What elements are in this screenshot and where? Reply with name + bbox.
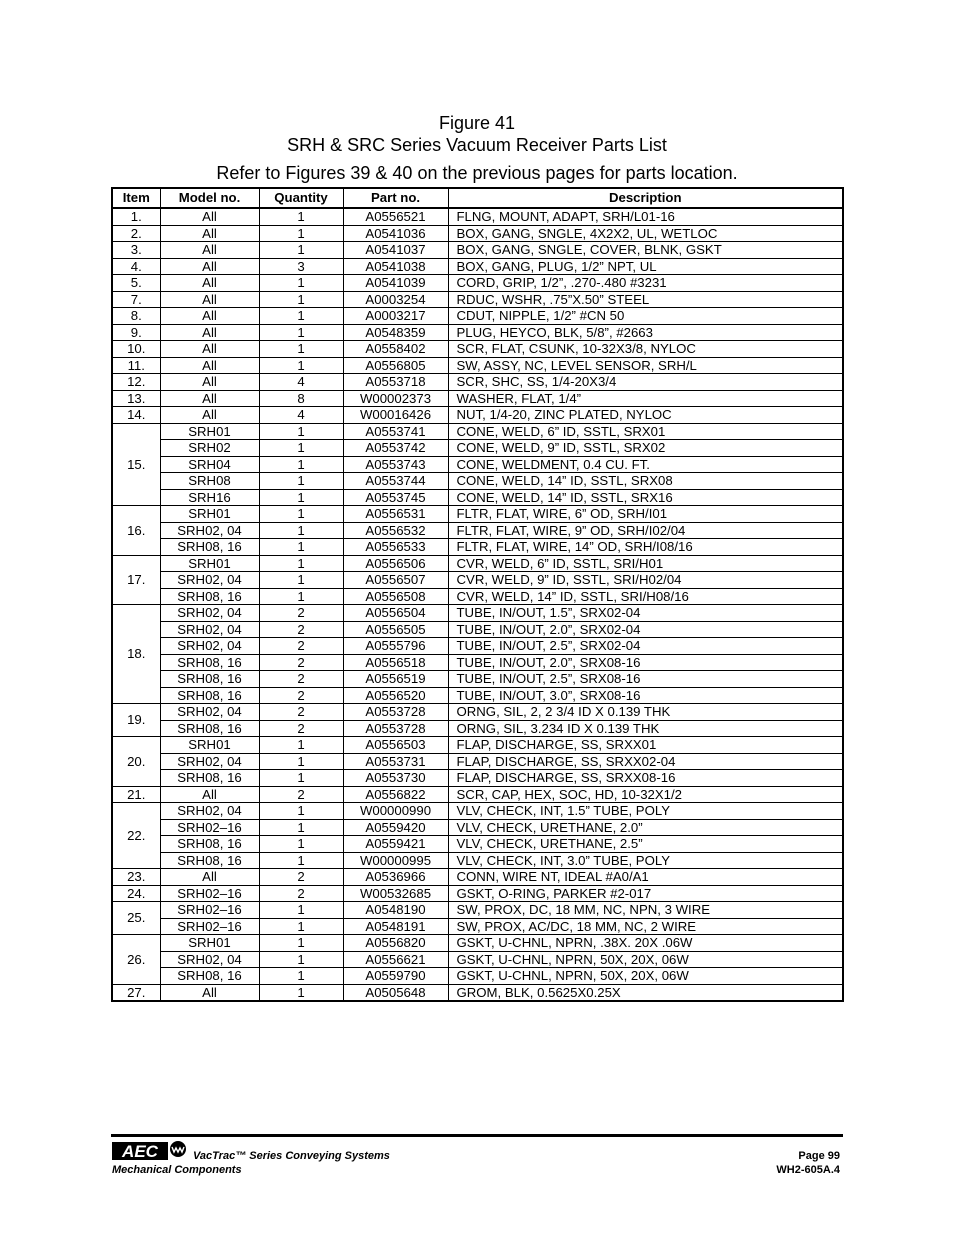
cell-quantity: 1 <box>259 506 343 523</box>
cell-model: All <box>160 390 259 407</box>
cell-quantity: 1 <box>259 836 343 853</box>
cell-description: TUBE, IN/OUT, 3.0”, SRX08-16 <box>448 687 843 704</box>
cell-quantity: 2 <box>259 654 343 671</box>
cell-description: BOX, GANG, SNGLE, COVER, BLNK, GSKT <box>448 242 843 259</box>
cell-quantity: 1 <box>259 737 343 754</box>
cell-quantity: 2 <box>259 704 343 721</box>
cell-quantity: 1 <box>259 803 343 820</box>
cell-quantity: 1 <box>259 935 343 952</box>
cell-description: FLTR, FLAT, WIRE, 14” OD, SRH/I08/16 <box>448 539 843 556</box>
cell-model: All <box>160 291 259 308</box>
cell-quantity: 1 <box>259 902 343 919</box>
parts-table <box>111 187 844 1002</box>
cell-item: 4. <box>112 258 160 275</box>
cell-quantity: 2 <box>259 621 343 638</box>
cell-description: GSKT, U-CHNL, NPRN, 50X, 20X, 06W <box>448 968 843 985</box>
cell-description: TUBE, IN/OUT, 2.0”, SRX08-16 <box>448 654 843 671</box>
cell-model: All <box>160 324 259 341</box>
cell-quantity: 1 <box>259 291 343 308</box>
cell-description: SW, PROX, DC, 18 MM, NC, NPN, 3 WIRE <box>448 902 843 919</box>
cell-quantity: 1 <box>259 852 343 869</box>
page-subtitle: Refer to Figures 39 & 40 on the previous pages for parts location. <box>216 163 738 183</box>
col-header-description: Description <box>448 188 843 208</box>
cell-part-number: A0553731 <box>343 753 448 770</box>
cell-description: GSKT, U-CHNL, NPRN, 50X, 20X, 06W <box>448 951 843 968</box>
footer-doc-number: WH2-605A.4 <box>776 1164 840 1176</box>
cell-part-number: A0556532 <box>343 522 448 539</box>
cell-model: SRH02–16 <box>160 918 259 935</box>
table-row <box>112 374 843 391</box>
cell-description: BOX, GANG, SNGLE, 4X2X2, UL, WETLOC <box>448 225 843 242</box>
cell-item: 16. <box>112 506 160 556</box>
cell-description: SW, ASSY, NC, LEVEL SENSOR, SRH/L <box>448 357 843 374</box>
cell-part-number: A0556621 <box>343 951 448 968</box>
cell-quantity: 1 <box>259 572 343 589</box>
table-row <box>112 654 843 671</box>
cell-model: SRH08, 16 <box>160 687 259 704</box>
table-row <box>112 555 843 572</box>
cell-quantity: 1 <box>259 968 343 985</box>
cell-part-number: A0559790 <box>343 968 448 985</box>
cell-model: SRH02–16 <box>160 902 259 919</box>
cell-item: 13. <box>112 390 160 407</box>
cell-part-number: A0556519 <box>343 671 448 688</box>
cell-description: VLV, CHECK, INT, 1.5” TUBE, POLY <box>448 803 843 820</box>
cell-model: All <box>160 357 259 374</box>
table-row <box>112 506 843 523</box>
cell-part-number: A0559421 <box>343 836 448 853</box>
cell-part-number: A0556518 <box>343 654 448 671</box>
cell-part-number: A0556504 <box>343 605 448 622</box>
table-row <box>112 308 843 325</box>
cell-item: 8. <box>112 308 160 325</box>
table-row <box>112 984 843 1001</box>
table-row <box>112 605 843 622</box>
cell-quantity: 2 <box>259 671 343 688</box>
cell-description: BOX, GANG, PLUG, 1/2” NPT, UL <box>448 258 843 275</box>
table-row <box>112 357 843 374</box>
table-row <box>112 753 843 770</box>
cell-description: CONE, WELD, 14” ID, SSTL, SRX08 <box>448 473 843 490</box>
cell-description: CVR, WELD, 14” ID, SSTL, SRI/H08/16 <box>448 588 843 605</box>
cell-model: SRH02, 04 <box>160 638 259 655</box>
cell-quantity: 1 <box>259 984 343 1001</box>
table-row <box>112 390 843 407</box>
cell-model: All <box>160 374 259 391</box>
cell-description: ORNG, SIL, 2, 2 3/4 ID X 0.139 THK <box>448 704 843 721</box>
table-row <box>112 704 843 721</box>
table-row <box>112 489 843 506</box>
cell-description: CONE, WELDMENT, 0.4 CU. FT. <box>448 456 843 473</box>
table-row <box>112 225 843 242</box>
table-row <box>112 918 843 935</box>
cell-quantity: 2 <box>259 605 343 622</box>
cell-item: 11. <box>112 357 160 374</box>
table-row <box>112 456 843 473</box>
table-row <box>112 869 843 886</box>
cell-part-number: W00000990 <box>343 803 448 820</box>
cell-quantity: 1 <box>259 753 343 770</box>
cell-part-number: A0541036 <box>343 225 448 242</box>
cell-model: All <box>160 341 259 358</box>
cell-model: SRH08, 16 <box>160 836 259 853</box>
cell-part-number: A0541038 <box>343 258 448 275</box>
cell-part-number: A0556521 <box>343 208 448 225</box>
cell-model: All <box>160 225 259 242</box>
table-row <box>112 407 843 424</box>
cell-part-number: A0536966 <box>343 869 448 886</box>
cell-description: CVR, WELD, 6” ID, SSTL, SRI/H01 <box>448 555 843 572</box>
table-row <box>112 819 843 836</box>
table-row <box>112 968 843 985</box>
cell-item: 26. <box>112 935 160 985</box>
cell-part-number: A0556820 <box>343 935 448 952</box>
cell-quantity: 2 <box>259 885 343 902</box>
cell-quantity: 1 <box>259 341 343 358</box>
cell-quantity: 1 <box>259 225 343 242</box>
table-row <box>112 588 843 605</box>
cell-description: CVR, WELD, 9” ID, SSTL, SRI/H02/04 <box>448 572 843 589</box>
cell-model: All <box>160 786 259 803</box>
cell-description: GSKT, U-CHNL, NPRN, .38X. 20X .06W <box>448 935 843 952</box>
cell-model: SRH02, 04 <box>160 605 259 622</box>
table-row <box>112 242 843 259</box>
cell-model: All <box>160 258 259 275</box>
cell-quantity: 1 <box>259 456 343 473</box>
table-row <box>112 473 843 490</box>
cell-part-number: A0556805 <box>343 357 448 374</box>
cell-model: SRH08, 16 <box>160 720 259 737</box>
table-row <box>112 770 843 787</box>
footer-series-name: VacTrac™ Series Conveying Systems <box>193 1150 390 1162</box>
cell-quantity: 1 <box>259 242 343 259</box>
col-header-quantity: Quantity <box>259 188 343 208</box>
cell-quantity: 1 <box>259 275 343 292</box>
cell-description: RDUC, WSHR, .75”X.50” STEEL <box>448 291 843 308</box>
cell-item: 17. <box>112 555 160 605</box>
cell-description: FLNG, MOUNT, ADAPT, SRH/L01-16 <box>448 208 843 225</box>
page-title: SRH & SRC Series Vacuum Receiver Parts List <box>287 135 667 155</box>
cell-item: 3. <box>112 242 160 259</box>
cell-item: 2. <box>112 225 160 242</box>
cell-part-number: A0556503 <box>343 737 448 754</box>
cell-description: SCR, FLAT, CSUNK, 10-32X3/8, NYLOC <box>448 341 843 358</box>
cell-description: CDUT, NIPPLE, 1/2” #CN 50 <box>448 308 843 325</box>
cell-model: All <box>160 984 259 1001</box>
cell-quantity: 1 <box>259 951 343 968</box>
cell-model: SRH01 <box>160 935 259 952</box>
table-row <box>112 324 843 341</box>
table-row <box>112 208 843 225</box>
cell-part-number: A0548191 <box>343 918 448 935</box>
cell-part-number: A0553728 <box>343 720 448 737</box>
cell-quantity: 4 <box>259 374 343 391</box>
cell-part-number: A0556506 <box>343 555 448 572</box>
cell-model: SRH04 <box>160 456 259 473</box>
cell-model: SRH02–16 <box>160 885 259 902</box>
col-header-model: Model no. <box>160 188 259 208</box>
cell-part-number: A0556505 <box>343 621 448 638</box>
col-header-part: Part no. <box>343 188 448 208</box>
cell-part-number: A0548190 <box>343 902 448 919</box>
table-row <box>112 440 843 457</box>
footer-rule <box>111 1134 843 1137</box>
cell-item: 7. <box>112 291 160 308</box>
cell-item: 21. <box>112 786 160 803</box>
cell-model: SRH01 <box>160 737 259 754</box>
footer-page-number: Page 99 <box>798 1150 840 1162</box>
cell-part-number: A0553728 <box>343 704 448 721</box>
cell-part-number: W00002373 <box>343 390 448 407</box>
cell-model: SRH08, 16 <box>160 770 259 787</box>
cell-model: SRH02–16 <box>160 819 259 836</box>
cell-part-number: A0556507 <box>343 572 448 589</box>
cell-quantity: 1 <box>259 588 343 605</box>
table-row <box>112 720 843 737</box>
cell-item: 5. <box>112 275 160 292</box>
cell-model: All <box>160 275 259 292</box>
cell-description: CONN, WIRE NT, IDEAL #A0/A1 <box>448 869 843 886</box>
cell-model: SRH02, 04 <box>160 753 259 770</box>
cell-part-number: W00000995 <box>343 852 448 869</box>
cell-description: GROM, BLK, 0.5625X0.25X <box>448 984 843 1001</box>
cell-model: SRH08, 16 <box>160 671 259 688</box>
cell-description: PLUG, HEYCO, BLK, 5/8”, #2663 <box>448 324 843 341</box>
cell-part-number: A0556533 <box>343 539 448 556</box>
cell-part-number: A0553743 <box>343 456 448 473</box>
cell-quantity: 1 <box>259 473 343 490</box>
table-row <box>112 902 843 919</box>
table-row <box>112 291 843 308</box>
cell-description: ORNG, SIL, 3.234 ID X 0.139 THK <box>448 720 843 737</box>
table-row <box>112 572 843 589</box>
cell-part-number: A0556822 <box>343 786 448 803</box>
table-row <box>112 522 843 539</box>
cell-quantity: 1 <box>259 522 343 539</box>
cell-item: 25. <box>112 902 160 935</box>
cell-model: SRH08, 16 <box>160 968 259 985</box>
cell-item: 12. <box>112 374 160 391</box>
cell-description: FLTR, FLAT, WIRE, 6” OD, SRH/I01 <box>448 506 843 523</box>
cell-model: All <box>160 242 259 259</box>
footer-section-name: Mechanical Components <box>112 1164 242 1176</box>
cell-model: SRH02 <box>160 440 259 457</box>
cell-description: SCR, SHC, SS, 1/4-20X3/4 <box>448 374 843 391</box>
cell-description: CORD, GRIP, 1/2”, .270-.480 #3231 <box>448 275 843 292</box>
table-row <box>112 935 843 952</box>
cell-description: SCR, CAP, HEX, SOC, HD, 10-32X1/2 <box>448 786 843 803</box>
cell-model: All <box>160 208 259 225</box>
cell-part-number: A0003254 <box>343 291 448 308</box>
svg-text:AEC: AEC <box>122 1142 158 1161</box>
cell-quantity: 3 <box>259 258 343 275</box>
table-row <box>112 786 843 803</box>
cell-part-number: A0556508 <box>343 588 448 605</box>
cell-quantity: 1 <box>259 308 343 325</box>
cell-quantity: 1 <box>259 918 343 935</box>
cell-quantity: 4 <box>259 407 343 424</box>
cell-item: 9. <box>112 324 160 341</box>
cell-description: CONE, WELD, 14” ID, SSTL, SRX16 <box>448 489 843 506</box>
cell-description: FLTR, FLAT, WIRE, 9” OD, SRH/I02/04 <box>448 522 843 539</box>
company-logo <box>112 1140 188 1167</box>
cell-description: TUBE, IN/OUT, 2.5”, SRX02-04 <box>448 638 843 655</box>
cell-part-number: A0548359 <box>343 324 448 341</box>
cell-item: 22. <box>112 803 160 869</box>
cell-quantity: 2 <box>259 720 343 737</box>
table-header-row <box>112 188 843 208</box>
table-row <box>112 539 843 556</box>
cell-description: CONE, WELD, 9” ID, SSTL, SRX02 <box>448 440 843 457</box>
cell-quantity: 2 <box>259 638 343 655</box>
cell-quantity: 1 <box>259 324 343 341</box>
cell-description: NUT, 1/4-20, ZINC PLATED, NYLOC <box>448 407 843 424</box>
cell-part-number: A0556531 <box>343 506 448 523</box>
cell-description: VLV, CHECK, URETHANE, 2.0” <box>448 819 843 836</box>
cell-model: SRH01 <box>160 506 259 523</box>
table-row <box>112 423 843 440</box>
table-row <box>112 951 843 968</box>
cell-part-number: W00016426 <box>343 407 448 424</box>
cell-description: SW, PROX, AC/DC, 18 MM, NC, 2 WIRE <box>448 918 843 935</box>
cell-part-number: A0003217 <box>343 308 448 325</box>
cell-item: 19. <box>112 704 160 737</box>
cell-model: SRH02, 04 <box>160 621 259 638</box>
cell-item: 1. <box>112 208 160 225</box>
cell-part-number: A0553741 <box>343 423 448 440</box>
cell-description: VLV, CHECK, URETHANE, 2.5” <box>448 836 843 853</box>
cell-model: SRH02, 04 <box>160 803 259 820</box>
cell-part-number: A0555796 <box>343 638 448 655</box>
cell-quantity: 8 <box>259 390 343 407</box>
cell-description: CONE, WELD, 6” ID, SSTL, SRX01 <box>448 423 843 440</box>
cell-description: TUBE, IN/OUT, 1.5”, SRX02-04 <box>448 605 843 622</box>
cell-model: SRH08 <box>160 473 259 490</box>
cell-item: 23. <box>112 869 160 886</box>
cell-model: SRH08, 16 <box>160 852 259 869</box>
cell-quantity: 1 <box>259 770 343 787</box>
cell-item: 18. <box>112 605 160 704</box>
cell-description: FLAP, DISCHARGE, SS, SRXX01 <box>448 737 843 754</box>
cell-part-number: A0553730 <box>343 770 448 787</box>
table-row <box>112 258 843 275</box>
cell-part-number: A0553744 <box>343 473 448 490</box>
cell-part-number: A0558402 <box>343 341 448 358</box>
cell-model: SRH08, 16 <box>160 588 259 605</box>
cell-quantity: 1 <box>259 357 343 374</box>
cell-quantity: 2 <box>259 786 343 803</box>
cell-description: FLAP, DISCHARGE, SS, SRXX08-16 <box>448 770 843 787</box>
cell-model: SRH02, 04 <box>160 704 259 721</box>
cell-quantity: 1 <box>259 440 343 457</box>
cell-item: 20. <box>112 737 160 787</box>
table-row <box>112 275 843 292</box>
cell-part-number: A0541037 <box>343 242 448 259</box>
cell-description: FLAP, DISCHARGE, SS, SRXX02-04 <box>448 753 843 770</box>
table-row <box>112 341 843 358</box>
cell-model: SRH01 <box>160 555 259 572</box>
cell-item: 14. <box>112 407 160 424</box>
table-row <box>112 885 843 902</box>
cell-description: VLV, CHECK, INT, 3.0” TUBE, POLY <box>448 852 843 869</box>
cell-quantity: 1 <box>259 423 343 440</box>
cell-description: GSKT, O-RING, PARKER #2-017 <box>448 885 843 902</box>
cell-item: 10. <box>112 341 160 358</box>
cell-model: SRH02, 04 <box>160 951 259 968</box>
table-row <box>112 737 843 754</box>
cell-quantity: 2 <box>259 687 343 704</box>
cell-quantity: 1 <box>259 555 343 572</box>
cell-quantity: 1 <box>259 208 343 225</box>
cell-model: SRH01 <box>160 423 259 440</box>
cell-part-number: A0553742 <box>343 440 448 457</box>
cell-model: All <box>160 407 259 424</box>
cell-quantity: 2 <box>259 869 343 886</box>
cell-item: 27. <box>112 984 160 1001</box>
col-header-item: Item <box>112 188 160 208</box>
cell-description: WASHER, FLAT, 1/4” <box>448 390 843 407</box>
cell-part-number: A0505648 <box>343 984 448 1001</box>
cell-description: TUBE, IN/OUT, 2.0”, SRX02-04 <box>448 621 843 638</box>
cell-part-number: A0553745 <box>343 489 448 506</box>
cell-part-number: A0559420 <box>343 819 448 836</box>
cell-part-number: A0553718 <box>343 374 448 391</box>
cell-model: SRH02, 04 <box>160 572 259 589</box>
cell-item: 24. <box>112 885 160 902</box>
table-row <box>112 852 843 869</box>
cell-model: SRH02, 04 <box>160 522 259 539</box>
figure-label: Figure 41 <box>438 113 516 133</box>
table-row <box>112 638 843 655</box>
cell-part-number: A0541039 <box>343 275 448 292</box>
cell-part-number: A0556520 <box>343 687 448 704</box>
cell-quantity: 1 <box>259 539 343 556</box>
table-row <box>112 671 843 688</box>
table-row <box>112 803 843 820</box>
table-row <box>112 836 843 853</box>
cell-model: All <box>160 869 259 886</box>
cell-description: TUBE, IN/OUT, 2.5”, SRX08-16 <box>448 671 843 688</box>
cell-model: All <box>160 308 259 325</box>
cell-quantity: 1 <box>259 489 343 506</box>
parts-table-body <box>112 208 843 1001</box>
cell-item: 15. <box>112 423 160 506</box>
table-row <box>112 687 843 704</box>
cell-part-number: W00532685 <box>343 885 448 902</box>
cell-model: SRH08, 16 <box>160 654 259 671</box>
cell-model: SRH08, 16 <box>160 539 259 556</box>
cell-model: SRH16 <box>160 489 259 506</box>
cell-quantity: 1 <box>259 819 343 836</box>
table-row <box>112 621 843 638</box>
